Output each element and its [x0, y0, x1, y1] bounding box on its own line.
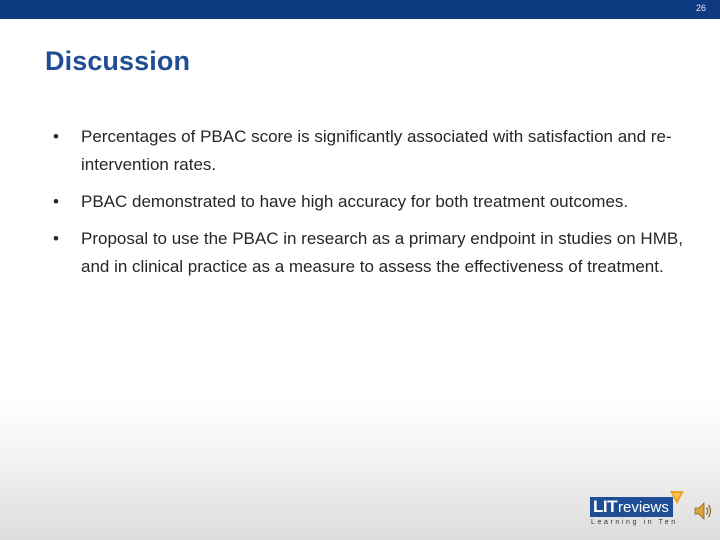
- bullet-marker: •: [53, 229, 59, 248]
- bullet-marker: •: [53, 127, 59, 146]
- logo-reviews: reviews: [618, 499, 669, 516]
- bullet-list: [53, 123, 693, 290]
- bullet-item: [53, 188, 693, 216]
- logo-tagline: Learning in Ten: [591, 519, 678, 526]
- bullet-text: PBAC demonstrated to have high accuracy for both treatment outcomes.: [81, 192, 629, 211]
- logo-wordmark: [590, 497, 673, 517]
- lit-triangle-icon: [670, 491, 684, 505]
- bullet-item: [53, 123, 693, 179]
- bullet-marker: •: [53, 192, 59, 211]
- bullet-item: [53, 225, 693, 281]
- speaker-icon[interactable]: [694, 500, 714, 522]
- bullet-text: Proposal to use the PBAC in research as a primary endpoint in studies on HMB, and in clinical practice as a measure to assess the effectiveness of treatment.: [81, 229, 683, 276]
- bullet-text: Percentages of PBAC score is significantly associated with satisfaction and re-intervention rates.: [81, 127, 672, 174]
- top-bar: [0, 0, 720, 19]
- litreviews-logo: [590, 488, 690, 528]
- slide-number: 26: [695, 3, 706, 13]
- logo-lit: LIT: [593, 497, 617, 516]
- slide-title: Discussion: [45, 46, 191, 76]
